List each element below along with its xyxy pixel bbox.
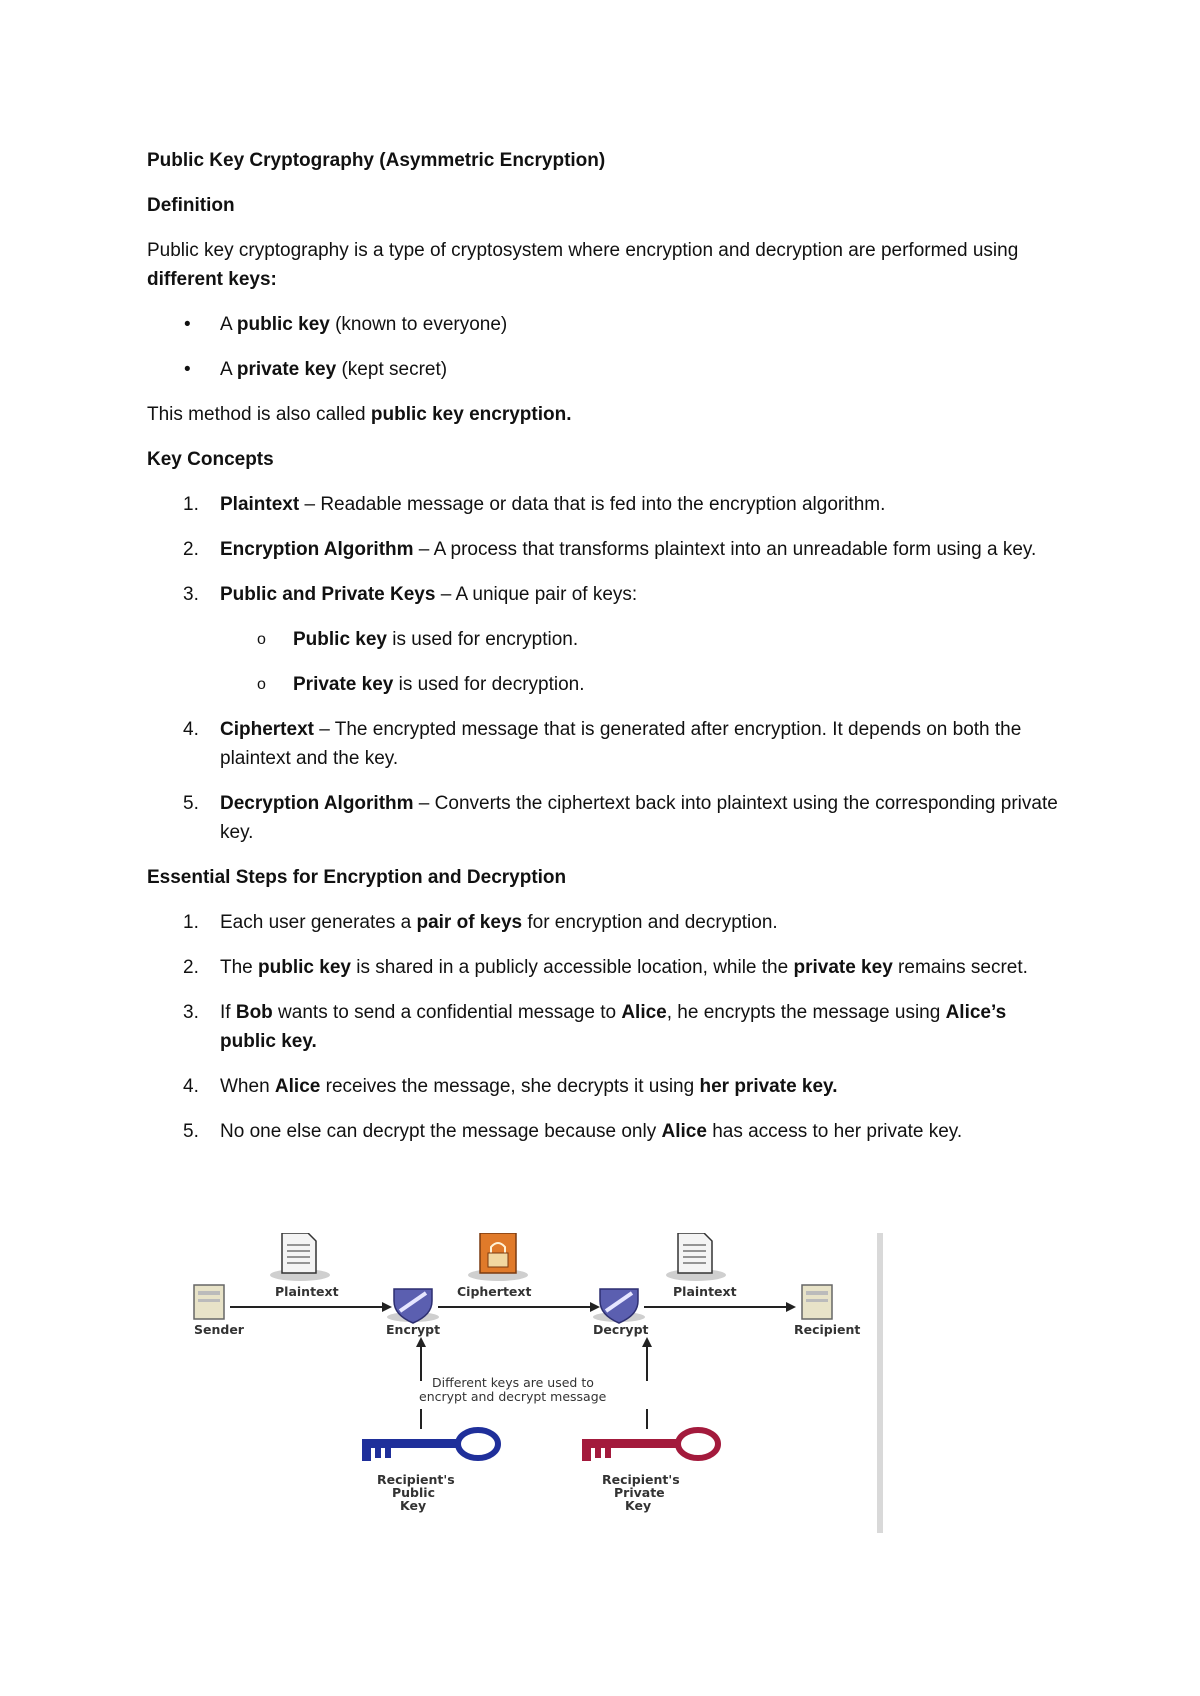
public-key-icon: [362, 1430, 498, 1461]
key-concepts-heading: Key Concepts: [147, 449, 274, 470]
public-key-label-line3: Key: [400, 1498, 427, 1513]
list-item: 5. No one else can decrypt the message because only Alice has access to her private key.: [183, 1121, 963, 1142]
bullet-icon: •: [184, 359, 191, 380]
arrow-head-icon: [416, 1337, 426, 1347]
list-item: 3. If Bob wants to send a confidential message to Alice, he encrypts the message using Alice’s public key.: [183, 1002, 1007, 1052]
definition-paragraph: Public key cryptography is a type of cryptosystem where encryption and decryption are performed using different keys:: [147, 240, 1019, 290]
list-item: 2. Encryption Algorithm – A process that transforms plaintext into an unreadable form using a key.: [183, 539, 1037, 560]
bullet-icon: •: [184, 314, 191, 335]
diagram-svg: [182, 1233, 894, 1533]
sender-label: Sender: [194, 1322, 244, 1337]
encryption-diagram: [182, 1233, 894, 1533]
decrypt-label: Decrypt: [593, 1322, 649, 1337]
list-item: 4. When Alice receives the message, she decrypts it using her private key.: [183, 1076, 838, 1097]
public-key-label-line1: Recipient's: [377, 1472, 455, 1487]
definition-heading: Definition: [147, 195, 235, 216]
recipient-label: Recipient: [794, 1322, 861, 1337]
list-item: 3. Public and Private Keys – A unique pair of keys: o Public key is used for encryption. o Private key is used for decryption.: [147, 580, 1067, 699]
steps-list: [147, 908, 1067, 1146]
plaintext-label-right: Plaintext: [673, 1284, 737, 1299]
keys-note-line2: encrypt and decrypt message: [419, 1389, 607, 1404]
list-item: o Public key is used for encryption.: [257, 629, 579, 650]
list-item: 4. Ciphertext – The encrypted message that is generated after encryption. It depends on both the plaintext and the key.: [183, 719, 1022, 769]
recipient-computer-icon: [802, 1285, 832, 1319]
arrow-head-icon: [642, 1337, 652, 1347]
encrypt-shield-icon: [387, 1289, 439, 1323]
decrypt-shield-icon: [593, 1289, 645, 1323]
key-type-list: [147, 310, 1067, 384]
steps-heading: Essential Steps for Encryption and Decryption: [147, 867, 567, 888]
list-item: • A private key (kept secret): [147, 355, 1067, 384]
private-key-label-line3: Key: [625, 1498, 652, 1513]
encrypt-label: Encrypt: [386, 1322, 441, 1337]
private-key-label-line2: Private: [614, 1485, 665, 1500]
arrow-head-icon: [382, 1302, 392, 1312]
sender-computer-icon: [194, 1285, 224, 1319]
key-pair-sublist: [220, 625, 1067, 699]
ciphertext-lock-icon: [468, 1233, 528, 1281]
plaintext-document-icon: [270, 1233, 330, 1281]
list-item: 5. Decryption Algorithm – Converts the ciphertext back into plaintext using the corresponding private key.: [183, 793, 1058, 843]
plaintext-label-left: Plaintext: [275, 1284, 339, 1299]
list-item: 1. Plaintext – Readable message or data that is fed into the encryption algorithm.: [183, 494, 886, 515]
document-title: Public Key Cryptography (Asymmetric Encryption): [147, 150, 606, 171]
list-item: • A public key (known to everyone): [147, 310, 1067, 339]
list-item: 2. The public key is shared in a publicly accessible location, while the private key remains secret.: [183, 957, 1028, 978]
keys-note-line1: Different keys are used to: [432, 1375, 594, 1390]
list-item: 1. Each user generates a pair of keys for encryption and decryption.: [183, 912, 778, 933]
private-key-label-line1: Recipient's: [602, 1472, 680, 1487]
plaintext-document-icon: [666, 1233, 726, 1281]
ciphertext-label: Ciphertext: [457, 1284, 532, 1299]
document-body: [147, 146, 1067, 1162]
also-called-paragraph: This method is also called public key encryption.: [147, 404, 572, 425]
diagram-edge: [877, 1233, 883, 1533]
private-key-icon: [582, 1430, 718, 1461]
public-key-label-line2: Public: [392, 1485, 435, 1500]
arrow-head-icon: [786, 1302, 796, 1312]
list-item: o Private key is used for decryption.: [257, 674, 585, 695]
arrow-head-icon: [590, 1302, 600, 1312]
key-concepts-list: [147, 490, 1067, 847]
